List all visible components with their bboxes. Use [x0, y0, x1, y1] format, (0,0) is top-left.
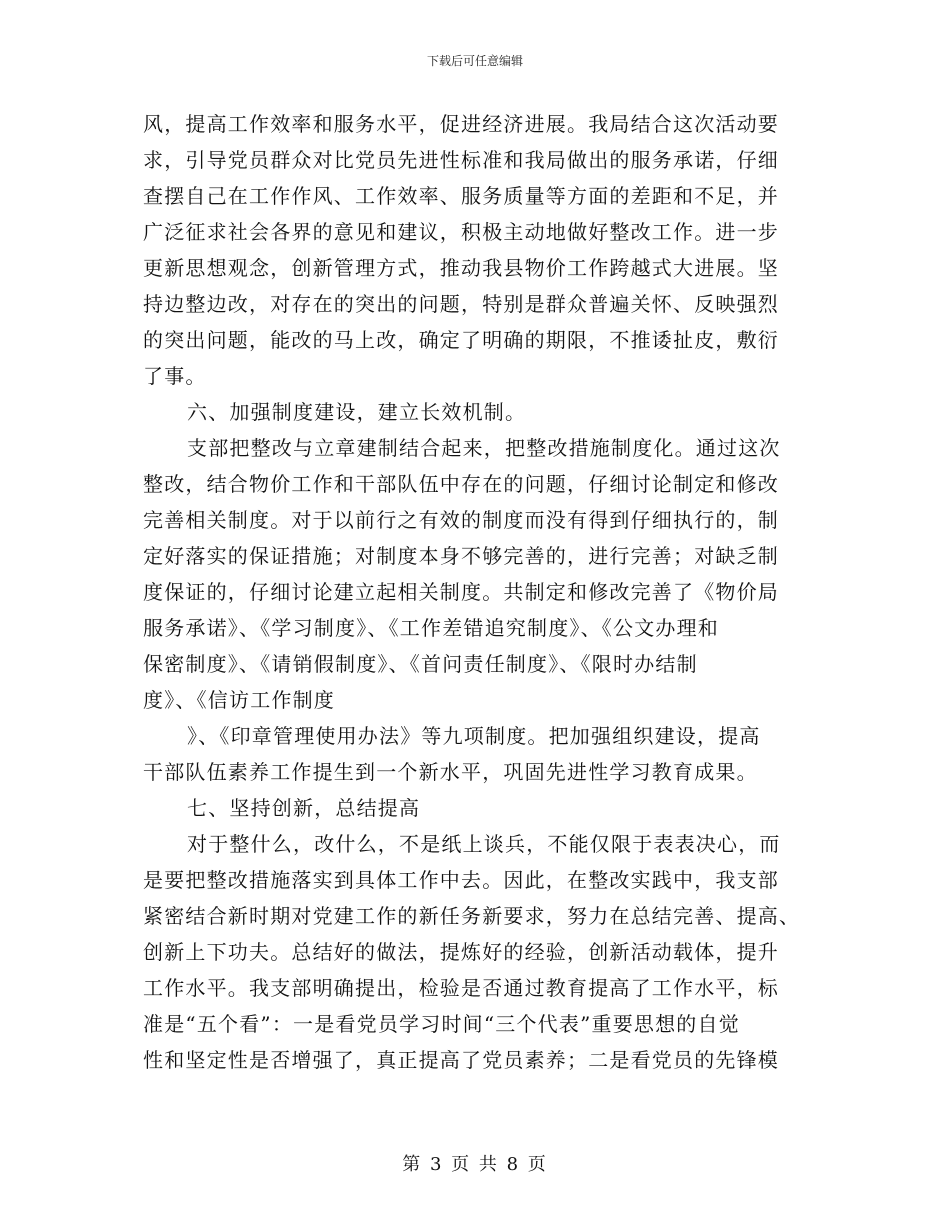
text-line: 服务承诺》、《学习制度》、《工作差错追究制度》、《公文办理和 — [143, 616, 719, 640]
text-line: 六、加强制度建设，建立长效机制。 — [187, 400, 527, 424]
text-line: 查摆自己在工作作风、工作效率、服务质量等方面的差距和不足，并 — [143, 184, 779, 208]
text-line: 定好落实的保证措施；对制度本身不够完善的，进行完善；对缺乏制 — [143, 544, 779, 568]
text-line: 保密制度》、《请销假制度》、《首问责任制度》、《限时办结制 — [143, 652, 698, 676]
text-line: 干部队伍素养工作提生到一个新水平，巩固先进性学习教育成果。 — [143, 760, 758, 784]
page-footer: 第 3 页 共 8 页 — [402, 1154, 548, 1175]
text-line: 了事。 — [143, 364, 207, 388]
text-line: 更新思想观念，创新管理方式，推动我县物价工作跨越式大进展。坚 — [143, 256, 779, 280]
text-line: 持边整边改，对存在的突出的问题，特别是群众普遍关怀、反映强烈 — [143, 292, 779, 316]
text-line: 性和坚定性是否增强了，真正提高了党员素养；二是看党员的先锋模 — [143, 1048, 779, 1072]
text-line: 支部把整改与立章建制结合起来，把整改措施制度化。通过这次 — [187, 436, 781, 460]
text-line: 》、《印章管理使用办法》等九项制度。把加强组织建设，提高 — [187, 724, 761, 748]
text-line: 紧密结合新时期对党建工作的新任务新要求，努力在总结完善、提高、 — [143, 904, 801, 928]
text-line: 整改，结合物价工作和干部队伍中存在的问题，仔细讨论制定和修改 — [143, 472, 779, 496]
text-line: 准是“五个看”：一是看党员学习时间“三个代表”重要思想的自觉 — [143, 1012, 740, 1036]
text-line: 的突出问题，能改的马上改，确定了明确的期限，不推诿扯皮，敷衍 — [143, 328, 779, 352]
text-line: 是要把整改措施落实到具体工作中去。因此，在整改实践中，我支部 — [143, 868, 779, 892]
text-line: 工作水平。我支部明确提出，检验是否通过教育提高了工作水平，标 — [143, 976, 779, 1000]
text-line: 对于整什么，改什么，不是纸上谈兵，不能仅限于表表决心，而 — [187, 832, 781, 856]
text-line: 创新上下功夫。总结好的做法，提炼好的经验，创新活动载体，提升 — [143, 940, 779, 964]
text-line: 度》、《信访工作制度 — [143, 688, 335, 712]
page-header-note: 下载后可任意编辑 — [426, 54, 523, 68]
text-line: 度保证的，仔细讨论建立起相关制度。共制定和修改完善了《物价局 — [143, 580, 779, 604]
text-line: 求，引导党员群众对比党员先进性标准和我局做出的服务承诺，仔细 — [143, 148, 779, 172]
text-line: 风，提高工作效率和服务水平，促进经济进展。我局结合这次活动要 — [143, 112, 779, 136]
text-line: 广泛征求社会各界的意见和建议，积极主动地做好整改工作。进一步 — [143, 220, 779, 244]
text-line: 完善相关制度。对于以前行之有效的制度而没有得到仔细执行的，制 — [143, 508, 779, 532]
text-line: 七、坚持创新，总结提高 — [187, 796, 421, 820]
document-body — [143, 106, 803, 1078]
